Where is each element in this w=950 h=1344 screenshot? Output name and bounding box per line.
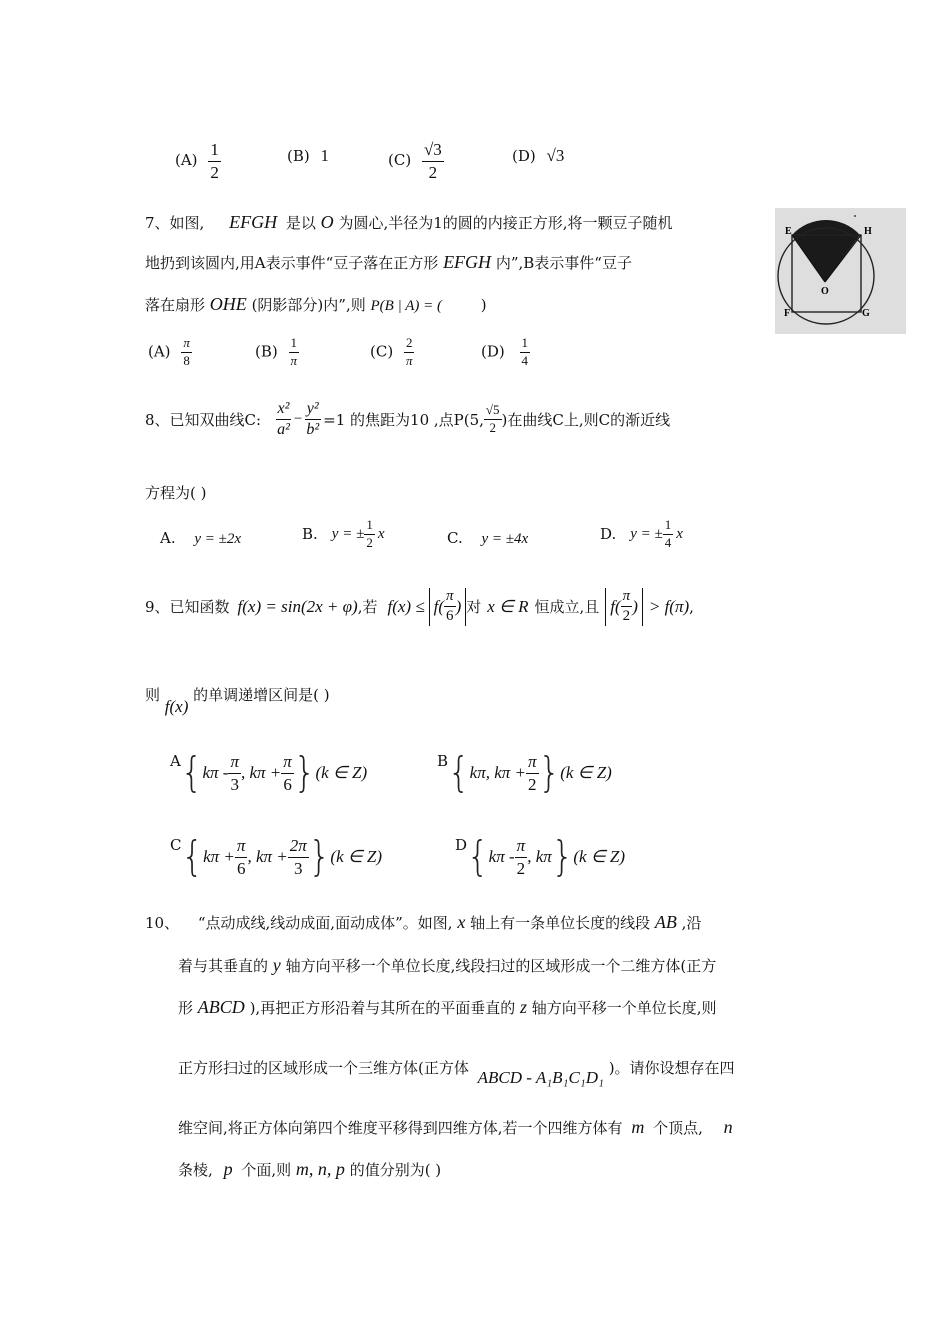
label-f: F xyxy=(784,308,791,319)
q9-option-c: C { kπ + $\frac{\pi}{6}$ , kπ + $\frac{2\pi}{3}$ } (k ∈ Z) xyxy=(170,833,383,882)
q7-option-b: (B) $\frac{1}{\pi}$ xyxy=(255,335,298,368)
q7-line-2: 地扔到该圆内,用A表示事件“豆子落在正方形 EFGH 内”,B表示事件“豆子 xyxy=(145,252,632,272)
q7-figure xyxy=(775,208,906,334)
q9-abs-2: f( $\frac{\pi}{2}$ ) xyxy=(605,588,643,626)
label-g: G xyxy=(862,308,870,319)
q9-abs-1: f( $\frac{\pi}{6}$ ) xyxy=(429,588,467,626)
q6-option-d: (D) √3 xyxy=(512,146,565,165)
q8-option-c: C. y = ±4x xyxy=(447,529,529,547)
q8-p-frac: $\frac{√5}{2}$ xyxy=(485,402,500,436)
q6-option-c: (C) $\frac{√3}{2}$ xyxy=(388,140,442,182)
q8-line-1: 8、已知双曲线C: $\frac{\text{x²}}{\text{a²}}$ − $\frac{\text{y²}}{\text{b²}}$ =1 的焦距为10 ,点P(5, $\frac{√5}{2}$ )在曲线C上,则C的渐近线 xyxy=(145,400,671,439)
q8-line-2: 方程为( ) xyxy=(145,484,207,502)
q8-y-frac: $\frac{\text{y²}}{\text{b²}}$ xyxy=(306,400,320,439)
q6-option-a: (A) $\frac{1}{2}$ xyxy=(175,140,219,182)
label-h: H xyxy=(864,226,872,237)
q6-option-b: (B) 1 xyxy=(287,146,330,165)
q9-option-a: A { kπ - $\frac{\pi}{3}$ , kπ + $\frac{\pi}{6}$ } (k ∈ Z) xyxy=(170,749,368,798)
q7-option-c: (C) $\frac{2}{\pi}$ xyxy=(370,335,413,368)
q7-line-3: 落在扇形 OHE (阴影部分)内”,则 P(B | A) = ( ) xyxy=(145,294,487,314)
q9-line-1: 9、已知函数 f(x) = sin(2x + φ) ,若 f(x) ≤ f( $\frac{\pi}{6}$ ) 对 x ∈ R 恒成立,且 f( $\frac{\pi}{2}$ ) > f(π) , xyxy=(145,588,694,625)
q6-a-fraction: $\frac{1}{2}$ xyxy=(210,140,219,182)
q9-option-b: B { kπ, kπ + $\frac{\pi}{2}$ } (k ∈ Z) xyxy=(437,749,612,798)
q10-line-4: 正方形扫过的区域形成一个三维方体(正方体 ABCD - A₁B₁C₁D₁ )。请你设想存在四 xyxy=(178,1059,735,1087)
q6-c-fraction: $\frac{√3}{2}$ xyxy=(423,140,442,182)
q7-line-1: 7、如图, EFGH 是以 O 为圆心,半径为1的圆的内接正方形,将一颗豆子随机 xyxy=(145,212,673,232)
q8-option-a: A. y = ±2x xyxy=(160,529,242,547)
label-e: E xyxy=(785,226,792,237)
q10-line-3: 形 ABCD ),再把正方形沿着与其所在的平面垂直的 z 轴方向平移一个单位长度,则 xyxy=(178,997,717,1017)
q9-option-d: D { kπ - $\frac{\pi}{2}$ , kπ } (k ∈ Z) xyxy=(455,833,626,882)
q10-line-1: 10、 “点动成线,线动成面,面动成体”。如图, x 轴上有一条单位长度的线段 AB ,沿 xyxy=(145,912,702,932)
q10-line-6: 条棱, p 个面,则 m, n, p 的值分别为( ) xyxy=(178,1159,442,1179)
label-o: O xyxy=(821,286,829,297)
q8-option-d: D. y = ± $\frac{1}{4}$ x xyxy=(600,517,683,550)
q8-x-frac: $\frac{\text{x²}}{\text{a²}}$ xyxy=(277,400,290,439)
figure-speck xyxy=(854,215,856,217)
q7-option-d: (D) $\frac{1}{4}$ xyxy=(481,335,529,368)
q10-line-2: 着与其垂直的 y 轴方向平移一个单位长度,线段扫过的区域形成一个二维方体(正方 xyxy=(178,955,717,975)
q10-line-5: 维空间,将正方体向第四个维度平移得到四维方体,若一个四维方体有 m 个顶点, n xyxy=(178,1117,733,1137)
q7-option-a: (A) $\frac{\pi}{8}$ xyxy=(148,335,190,368)
q8-option-b: B. y = ± $\frac{1}{2}$ x xyxy=(302,517,385,550)
q9-line-2: 则 f(x) 的单调递增区间是( ) xyxy=(145,686,330,716)
